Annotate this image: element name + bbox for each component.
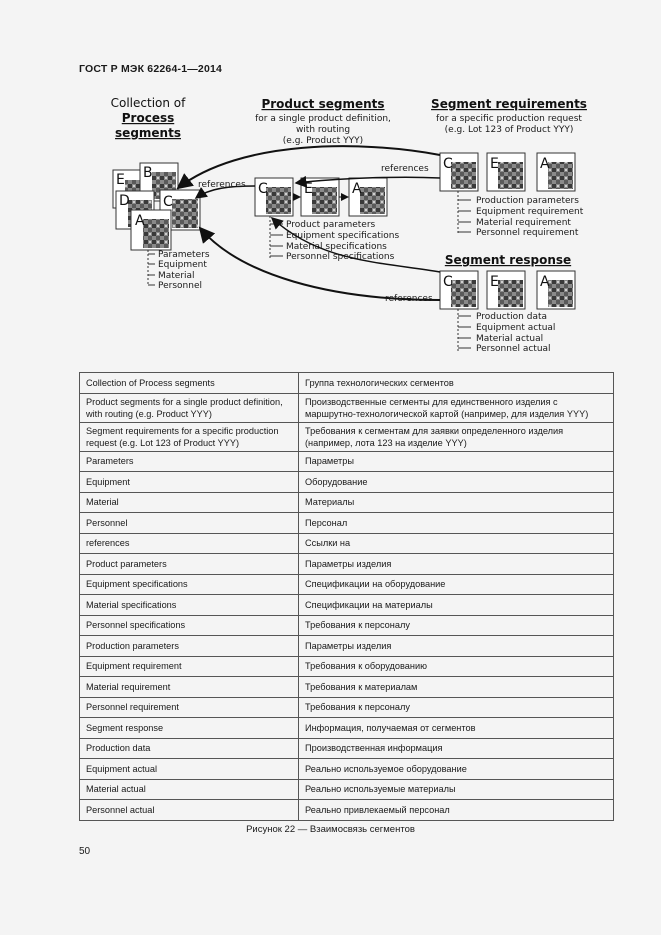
segment-response-attributes <box>458 309 555 354</box>
term-english: Personnel <box>80 513 299 534</box>
term-english: Product segments for a single product definition, with routing (e.g. Product YYY) <box>80 393 299 422</box>
card-a <box>131 210 171 250</box>
svg-text:Material specifications: Material specifications <box>286 242 387 252</box>
term-russian: Ссылки на <box>299 533 614 554</box>
svg-text:C: C <box>443 156 453 172</box>
svg-text:E: E <box>490 156 499 172</box>
term-russian: Информация, получаемая от сегментов <box>299 718 614 739</box>
svg-text:C: C <box>443 274 453 290</box>
svg-text:for a single product definitio: for a single product definition, <box>255 114 391 124</box>
svg-text:(e.g. Product YYY): (e.g. Product YYY) <box>282 136 364 146</box>
references-label-3: references <box>385 294 433 304</box>
segment-requirements-title: Segment requirements <box>431 97 587 111</box>
references-label-1: references <box>198 180 246 190</box>
svg-text:(e.g. Lot 123 of Product YYY): (e.g. Lot 123 of Product YYY) <box>444 125 574 135</box>
process-segments-title-2: Process <box>121 111 175 125</box>
segment-response-title: Segment response <box>444 253 572 267</box>
term-russian: Требования к сегментам для заявки определенного изделия (например, лота 123 на изделие YYY) <box>299 422 614 451</box>
table-row <box>80 677 614 698</box>
segment-response-cards <box>440 271 575 309</box>
term-russian: Параметры изделия <box>299 554 614 575</box>
term-russian: Группа технологических сегментов <box>299 373 614 394</box>
svg-text:Product parameters: Product parameters <box>286 220 376 230</box>
page-header: ГОСТ Р МЭК 62264-1—2014 <box>79 63 223 75</box>
svg-text:C: C <box>258 181 268 197</box>
term-english: references <box>80 533 299 554</box>
term-russian: Спецификации на оборудование <box>299 574 614 595</box>
svg-text:Parameters: Parameters <box>158 250 210 260</box>
table-row <box>80 738 614 759</box>
term-english: Material requirement <box>80 677 299 698</box>
svg-text:Equipment requirement: Equipment requirement <box>476 207 584 217</box>
table-row <box>80 615 614 636</box>
table-row <box>80 373 614 394</box>
term-english: Parameters <box>80 451 299 472</box>
svg-text:Equipment: Equipment <box>158 260 207 270</box>
table-row <box>80 393 614 422</box>
term-russian: Реально привлекаемый персонал <box>299 800 614 821</box>
term-russian: Требования к материалам <box>299 677 614 698</box>
svg-text:Personnel: Personnel <box>158 281 202 291</box>
segments-diagram <box>0 0 661 372</box>
table-row <box>80 554 614 575</box>
process-segment-cards <box>113 163 200 250</box>
svg-text:Production parameters: Production parameters <box>476 196 579 206</box>
table-row <box>80 574 614 595</box>
term-english: Production parameters <box>80 636 299 657</box>
svg-text:E: E <box>116 172 125 188</box>
product-segments-title: Product segments <box>261 97 385 111</box>
term-russian: Параметры <box>299 451 614 472</box>
process-segments-title-3: segments <box>115 126 181 140</box>
term-english: Segment response <box>80 718 299 739</box>
svg-text:A: A <box>540 156 550 172</box>
svg-text:Equipment actual: Equipment actual <box>476 323 556 333</box>
term-russian: Оборудование <box>299 472 614 493</box>
term-english: Equipment requirement <box>80 656 299 677</box>
table-row <box>80 513 614 534</box>
segment-requirement-cards <box>440 153 575 191</box>
term-russian: Персонал <box>299 513 614 534</box>
term-english: Product parameters <box>80 554 299 575</box>
svg-text:A: A <box>352 181 362 197</box>
table-row <box>80 492 614 513</box>
references-label-2: references <box>381 164 429 174</box>
svg-text:Personnel requirement: Personnel requirement <box>476 228 579 238</box>
term-russian: Требования к оборудованию <box>299 656 614 677</box>
table-row <box>80 636 614 657</box>
svg-text:Material: Material <box>158 271 195 281</box>
term-russian: Требования к персоналу <box>299 697 614 718</box>
svg-text:Personnel actual: Personnel actual <box>476 344 551 354</box>
term-english: Production data <box>80 738 299 759</box>
svg-text:E: E <box>304 181 313 197</box>
process-segments-title-1: Collection of <box>110 96 186 110</box>
term-russian: Требования к персоналу <box>299 615 614 636</box>
term-english: Material actual <box>80 779 299 800</box>
term-russian: Производственные сегменты для единственного изделия с маршрутно-технологической картой (например, для изделия YYY) <box>299 393 614 422</box>
term-english: Equipment <box>80 472 299 493</box>
table-row <box>80 656 614 677</box>
term-russian: Спецификации на материалы <box>299 595 614 616</box>
table-row <box>80 759 614 780</box>
svg-text:A: A <box>540 274 550 290</box>
svg-text:A: A <box>135 213 145 229</box>
page-number: 50 <box>79 846 91 857</box>
table-row <box>80 779 614 800</box>
term-english: Equipment specifications <box>80 574 299 595</box>
table-row <box>80 800 614 821</box>
table-row <box>80 451 614 472</box>
term-english: Material specifications <box>80 595 299 616</box>
table-row <box>80 472 614 493</box>
table-row <box>80 595 614 616</box>
svg-text:with routing: with routing <box>295 125 351 135</box>
term-english: Equipment actual <box>80 759 299 780</box>
table-row <box>80 422 614 451</box>
term-english: Personnel actual <box>80 800 299 821</box>
table-row <box>80 533 614 554</box>
svg-text:Equipment specifications: Equipment specifications <box>286 231 400 241</box>
segment-requirement-attributes <box>458 191 584 238</box>
svg-text:D: D <box>119 193 130 209</box>
figure-caption: Рисунок 22 — Взаимосвязь сегментов <box>246 824 415 835</box>
term-russian: Производственная информация <box>299 738 614 759</box>
table-row <box>80 718 614 739</box>
svg-text:Material requirement: Material requirement <box>476 218 571 228</box>
svg-text:C: C <box>163 194 173 210</box>
svg-text:Personnel specifications: Personnel specifications <box>286 252 395 262</box>
term-english: Collection of Process segments <box>80 373 299 394</box>
svg-text:Material actual: Material actual <box>476 334 544 344</box>
table-row <box>80 697 614 718</box>
svg-text:Production data: Production data <box>476 312 548 322</box>
term-english: Personnel specifications <box>80 615 299 636</box>
term-english: Material <box>80 492 299 513</box>
svg-text:B: B <box>143 165 153 181</box>
term-russian: Материалы <box>299 492 614 513</box>
process-segment-attributes <box>148 250 210 291</box>
term-russian: Реально используемые материалы <box>299 779 614 800</box>
term-english: Segment requirements for a specific production request (e.g. Lot 123 of Product YYY) <box>80 422 299 451</box>
terms-table <box>79 372 614 821</box>
product-segment-attributes <box>270 216 399 262</box>
product-segment-cards <box>255 178 387 216</box>
term-russian: Параметры изделия <box>299 636 614 657</box>
term-russian: Реально используемое оборудование <box>299 759 614 780</box>
svg-text:E: E <box>490 274 499 290</box>
term-english: Personnel requirement <box>80 697 299 718</box>
svg-text:for a specific production requ: for a specific production request <box>436 114 582 124</box>
